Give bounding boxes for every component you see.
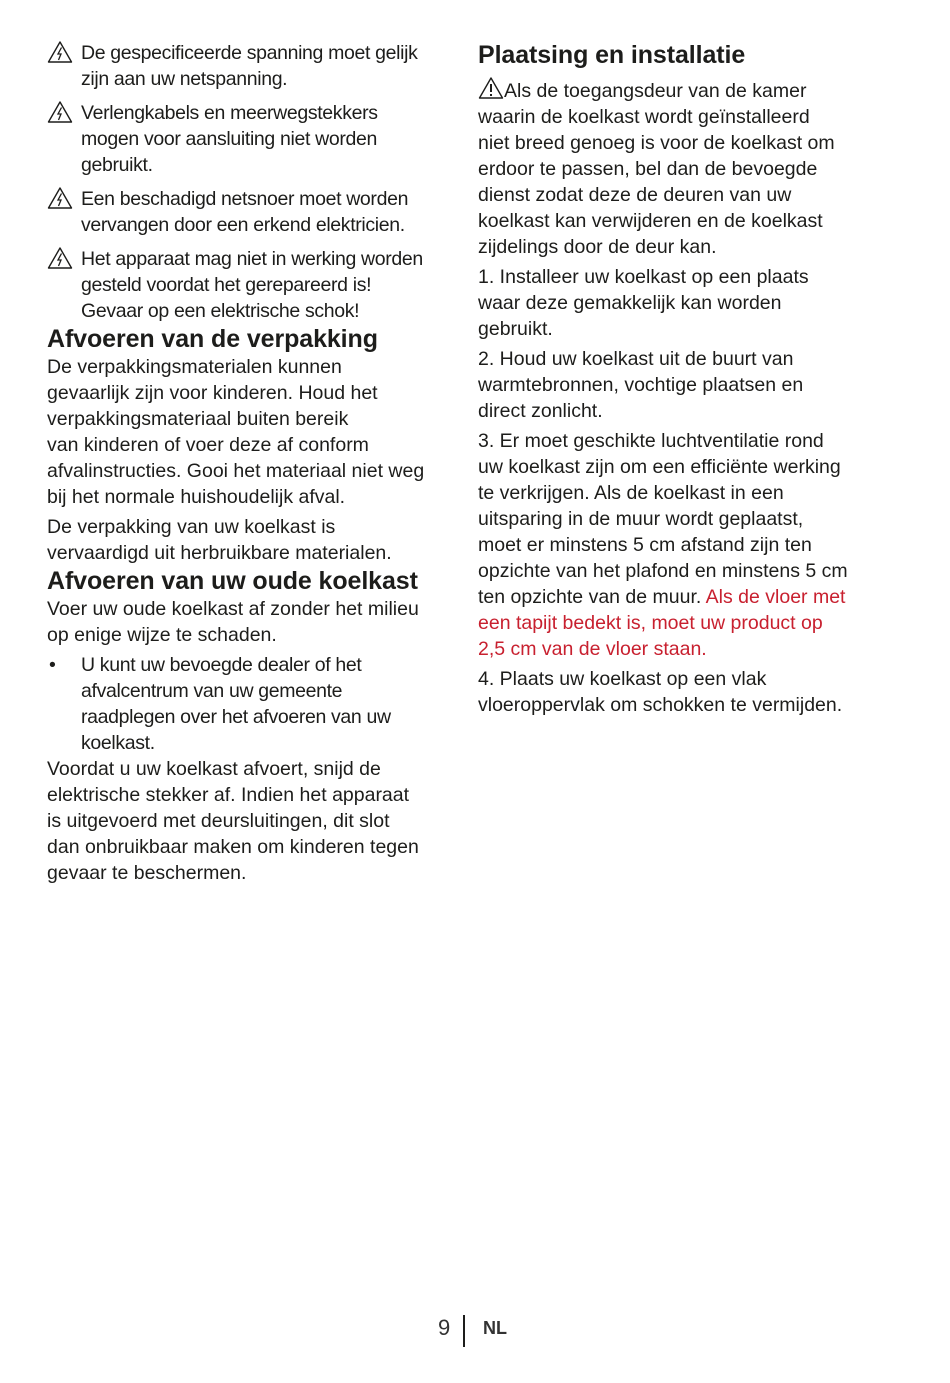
text-line: 3. Er moet geschikte luchtventilatie rond xyxy=(478,430,824,452)
text-line: elektrische stekker af. Indien het apparaat xyxy=(47,784,410,806)
warning-electric-shock xyxy=(47,246,457,324)
text-line: ten opzichte van de muur. xyxy=(478,586,706,608)
placement-step-4 xyxy=(478,666,888,718)
footer-divider xyxy=(463,1315,465,1347)
text-line: 1. Installeer uw koelkast op een plaats xyxy=(478,266,809,288)
text-line: waar deze gemakkelijk kan worden xyxy=(478,292,782,314)
text-line: U kunt uw bevoegde dealer of het xyxy=(81,654,362,676)
page-number: 9 xyxy=(438,1315,451,1340)
red-warning-text: Als de vloer met xyxy=(705,586,846,608)
text-line: dienst zodat deze de deuren van uw xyxy=(478,184,792,206)
warning-voltage xyxy=(47,40,457,92)
warning-extension-cables xyxy=(47,100,457,178)
text-line: koelkast kan verwijderen en de koelkast xyxy=(478,210,823,232)
text-line: van kinderen of voer deze af conform xyxy=(47,434,369,456)
text-line: Voer uw oude koelkast af zonder het milieu xyxy=(47,598,419,620)
text-line: warmtebronnen, vochtige plaatsen en xyxy=(478,374,804,396)
text-line: uw koelkast zijn om een efficiënte werking xyxy=(478,456,841,478)
text-line: dan onbruikbaar maken om kinderen tegen xyxy=(47,836,419,858)
warning-triangle-icon xyxy=(47,246,73,270)
warning-line: gebruikt. xyxy=(81,154,153,176)
warning-triangle-icon xyxy=(478,76,504,100)
text-line: bij het normale huishoudelijk afval. xyxy=(47,486,346,508)
text-line: moet er minstens 5 cm afstand zijn ten xyxy=(478,534,812,556)
text-line: erdoor te passen, bel dan de bevoegde xyxy=(478,158,818,180)
text-line: koelkast. xyxy=(81,732,155,754)
warning-line: Het apparaat mag niet in werking worden xyxy=(81,248,423,270)
text-line: gebruikt. xyxy=(478,318,553,340)
right-column xyxy=(478,40,888,718)
text-line: Als de toegangsdeur van de kamer xyxy=(504,80,807,102)
text-line: afvalcentrum van uw gemeente xyxy=(81,680,343,702)
warning-line: De gespecificeerde spanning moet gelijk xyxy=(81,42,418,64)
text-line: niet breed genoeg is voor de koelkast om xyxy=(478,132,835,154)
old-fridge-paragraph-2 xyxy=(47,756,457,886)
section-title-placement: Plaatsing en installatie xyxy=(478,41,746,69)
red-warning-text: een tapijt bedekt is, moet uw product op xyxy=(478,612,823,634)
text-line: 4. Plaats uw koelkast op een vlak xyxy=(478,668,767,690)
placement-step-1 xyxy=(478,264,888,342)
placement-intro xyxy=(478,76,888,260)
text-line: gevaarlijk zijn voor kinderen. Houd het xyxy=(47,382,378,404)
red-warning-text: 2,5 cm van de vloer staan. xyxy=(478,638,707,660)
old-fridge-paragraph-1 xyxy=(47,596,457,648)
text-line: is uitgevoerd met deursluitingen, dit slot xyxy=(47,810,390,832)
text-line: op enige wijze te schaden. xyxy=(47,624,277,646)
section-title-packaging: Afvoeren van de verpakking xyxy=(47,325,378,353)
text-line: te verkrijgen. Als de koelkast in een xyxy=(478,482,784,504)
bullet-dot: • xyxy=(49,654,56,676)
packaging-paragraph-2 xyxy=(47,514,457,566)
warning-triangle-icon xyxy=(47,100,73,124)
text-line: 2. Houd uw koelkast uit de buurt van xyxy=(478,348,794,370)
warning-line: Een beschadigd netsnoer moet worden xyxy=(81,188,409,210)
page-footer xyxy=(0,1313,950,1347)
left-column xyxy=(47,40,457,886)
warning-line: vervangen door een erkend elektricien. xyxy=(81,214,405,236)
text-line: De verpakkingsmaterialen kunnen xyxy=(47,356,342,378)
section-title-old-fridge: Afvoeren van uw oude koelkast xyxy=(47,567,418,595)
text-line: Voordat u uw koelkast afvoert, snijd de xyxy=(47,758,381,780)
warning-line: mogen voor aansluiting niet worden xyxy=(81,128,377,150)
language-code: NL xyxy=(483,1318,507,1338)
text-line: gevaar te beschermen. xyxy=(47,862,247,884)
warning-line: Verlengkabels en meerwegstekkers xyxy=(81,102,378,124)
text-line: zijdelings door de deur kan. xyxy=(478,236,717,258)
warning-triangle-icon xyxy=(47,40,73,64)
text-line: waarin de koelkast wordt geïnstalleerd xyxy=(478,106,810,128)
placement-step-3 xyxy=(478,428,888,662)
warning-line: Gevaar op een elektrische schok! xyxy=(81,300,360,322)
warning-triangle-icon xyxy=(47,186,73,210)
text-line: direct zonlicht. xyxy=(478,400,603,422)
packaging-paragraph-1 xyxy=(47,354,457,510)
bullet-item-dealer xyxy=(47,652,457,756)
text-line: uitsparing in de muur wordt geplaatst, xyxy=(478,508,804,530)
text-line: vervaardigd uit herbruikbare materialen. xyxy=(47,542,392,564)
text-line: afvalinstructies. Gooi het materiaal niet weg xyxy=(47,460,425,482)
text-line: vloeroppervlak om schokken te vermijden. xyxy=(478,694,843,716)
text-line: verpakkingsmateriaal buiten bereik xyxy=(47,408,349,430)
warning-line: zijn aan uw netspanning. xyxy=(81,68,288,90)
warning-damaged-cord xyxy=(47,186,457,238)
text-line: opzichte van het plafond en minstens 5 cm xyxy=(478,560,848,582)
warning-line: gesteld voordat het gerepareerd is! xyxy=(81,274,372,296)
placement-step-2 xyxy=(478,346,888,424)
text-line: De verpakking van uw koelkast is xyxy=(47,516,336,538)
text-line: raadplegen over het afvoeren van uw xyxy=(81,706,391,728)
